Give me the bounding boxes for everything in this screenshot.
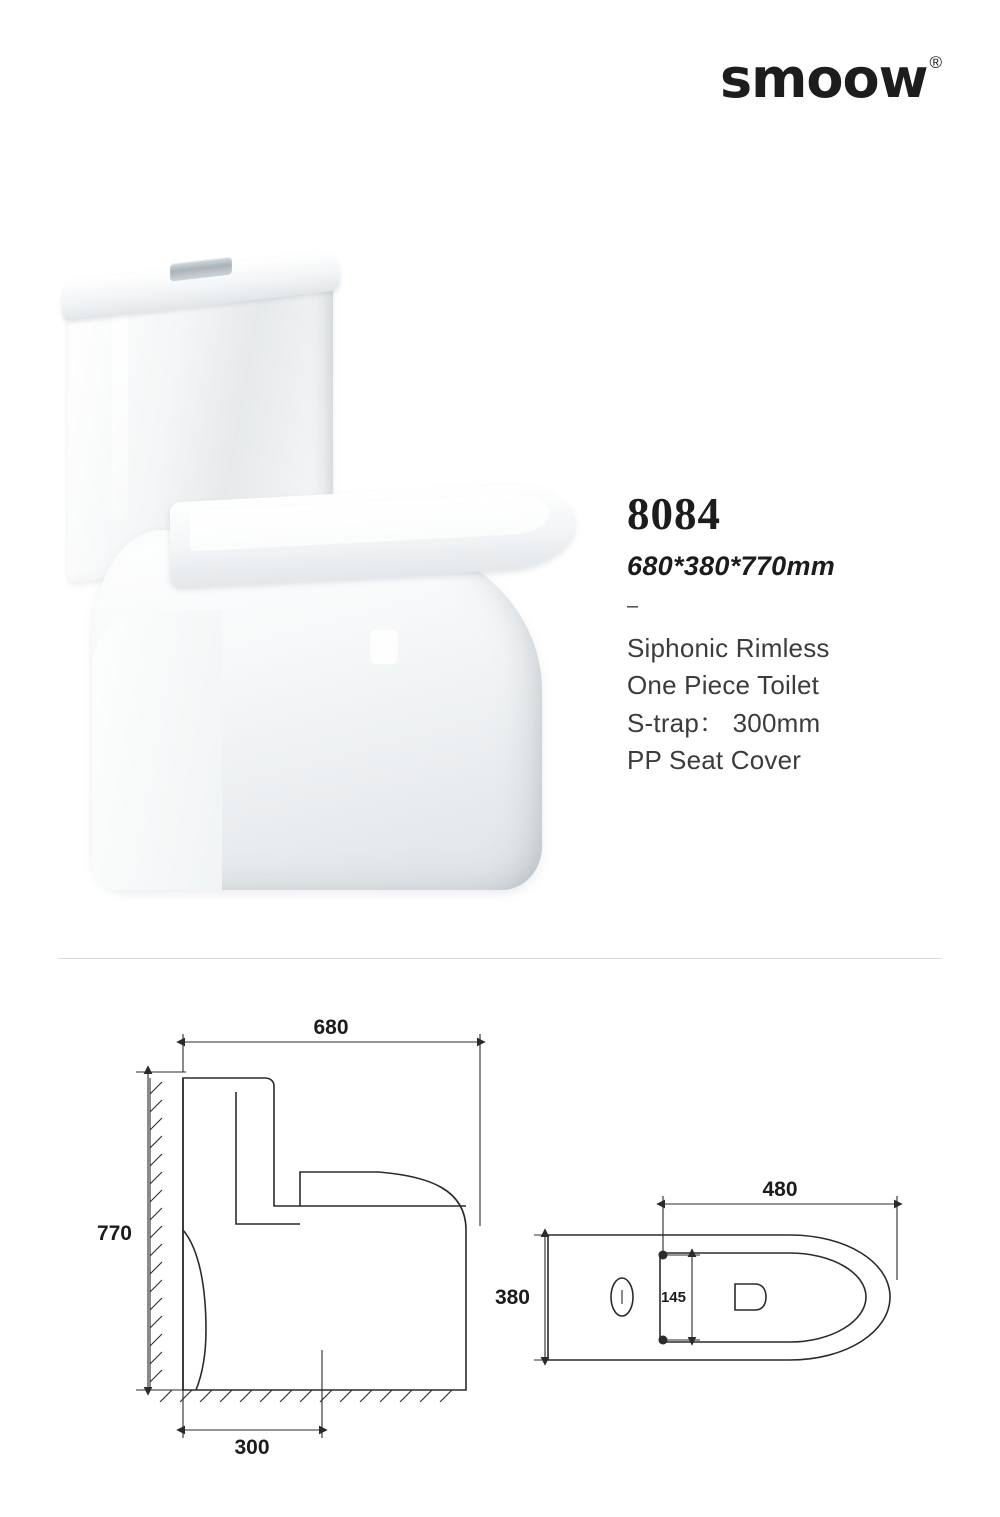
top-view-drawing [495,1178,897,1360]
dim-label-770: 770 [96,1222,132,1245]
product-spec-block [627,489,967,780]
dim-label-480: 480 [762,1178,798,1201]
feature-line: One Piece Toilet [627,670,820,701]
tank-highlight [112,311,128,523]
product-feature-list [627,630,967,780]
dim-width-680 [183,1016,480,1226]
toilet-bowl-front [92,610,222,890]
brand-name: smoow [719,47,928,110]
registered-trademark-icon: ® [929,53,942,72]
spec-separator: – [627,595,639,617]
drawings-svg [0,990,1000,1490]
technical-drawings [0,990,1000,1490]
toilet-illustration [40,230,600,890]
side-view-tank-inner [236,1092,300,1224]
brand-logo [719,47,942,110]
dim-width-480 [663,1178,897,1280]
side-view-outline [183,1078,466,1390]
dim-depth-380 [495,1235,552,1360]
section-divider [58,958,942,959]
dim-height-770 [97,1072,186,1390]
side-view-bowl-curve [183,1230,206,1390]
feature-line: S-trap： 300mm [627,707,821,738]
dim-label-145: 145 [660,1289,686,1306]
dim-label-680: 680 [313,1016,349,1039]
product-model-number: 8084 [627,489,721,539]
dim-label-380: 380 [494,1286,530,1309]
product-dimensions: 680*380*770mm [627,551,836,581]
top-view-seat-outline [660,1253,866,1342]
wall-hatching [150,1078,162,1390]
dim-label-300: 300 [234,1436,270,1459]
top-view-bowl-opening [735,1284,766,1310]
product-photo [40,230,600,890]
feature-line: PP Seat Cover [627,745,802,776]
dim-roughin-300 [183,1350,322,1459]
bowl-highlight [370,630,398,664]
dim-bolt-spacing-145 [661,1255,700,1340]
floor-hatching [150,1390,455,1402]
feature-line: Siphonic Rimless [627,633,830,663]
side-view-drawing [97,1016,480,1459]
